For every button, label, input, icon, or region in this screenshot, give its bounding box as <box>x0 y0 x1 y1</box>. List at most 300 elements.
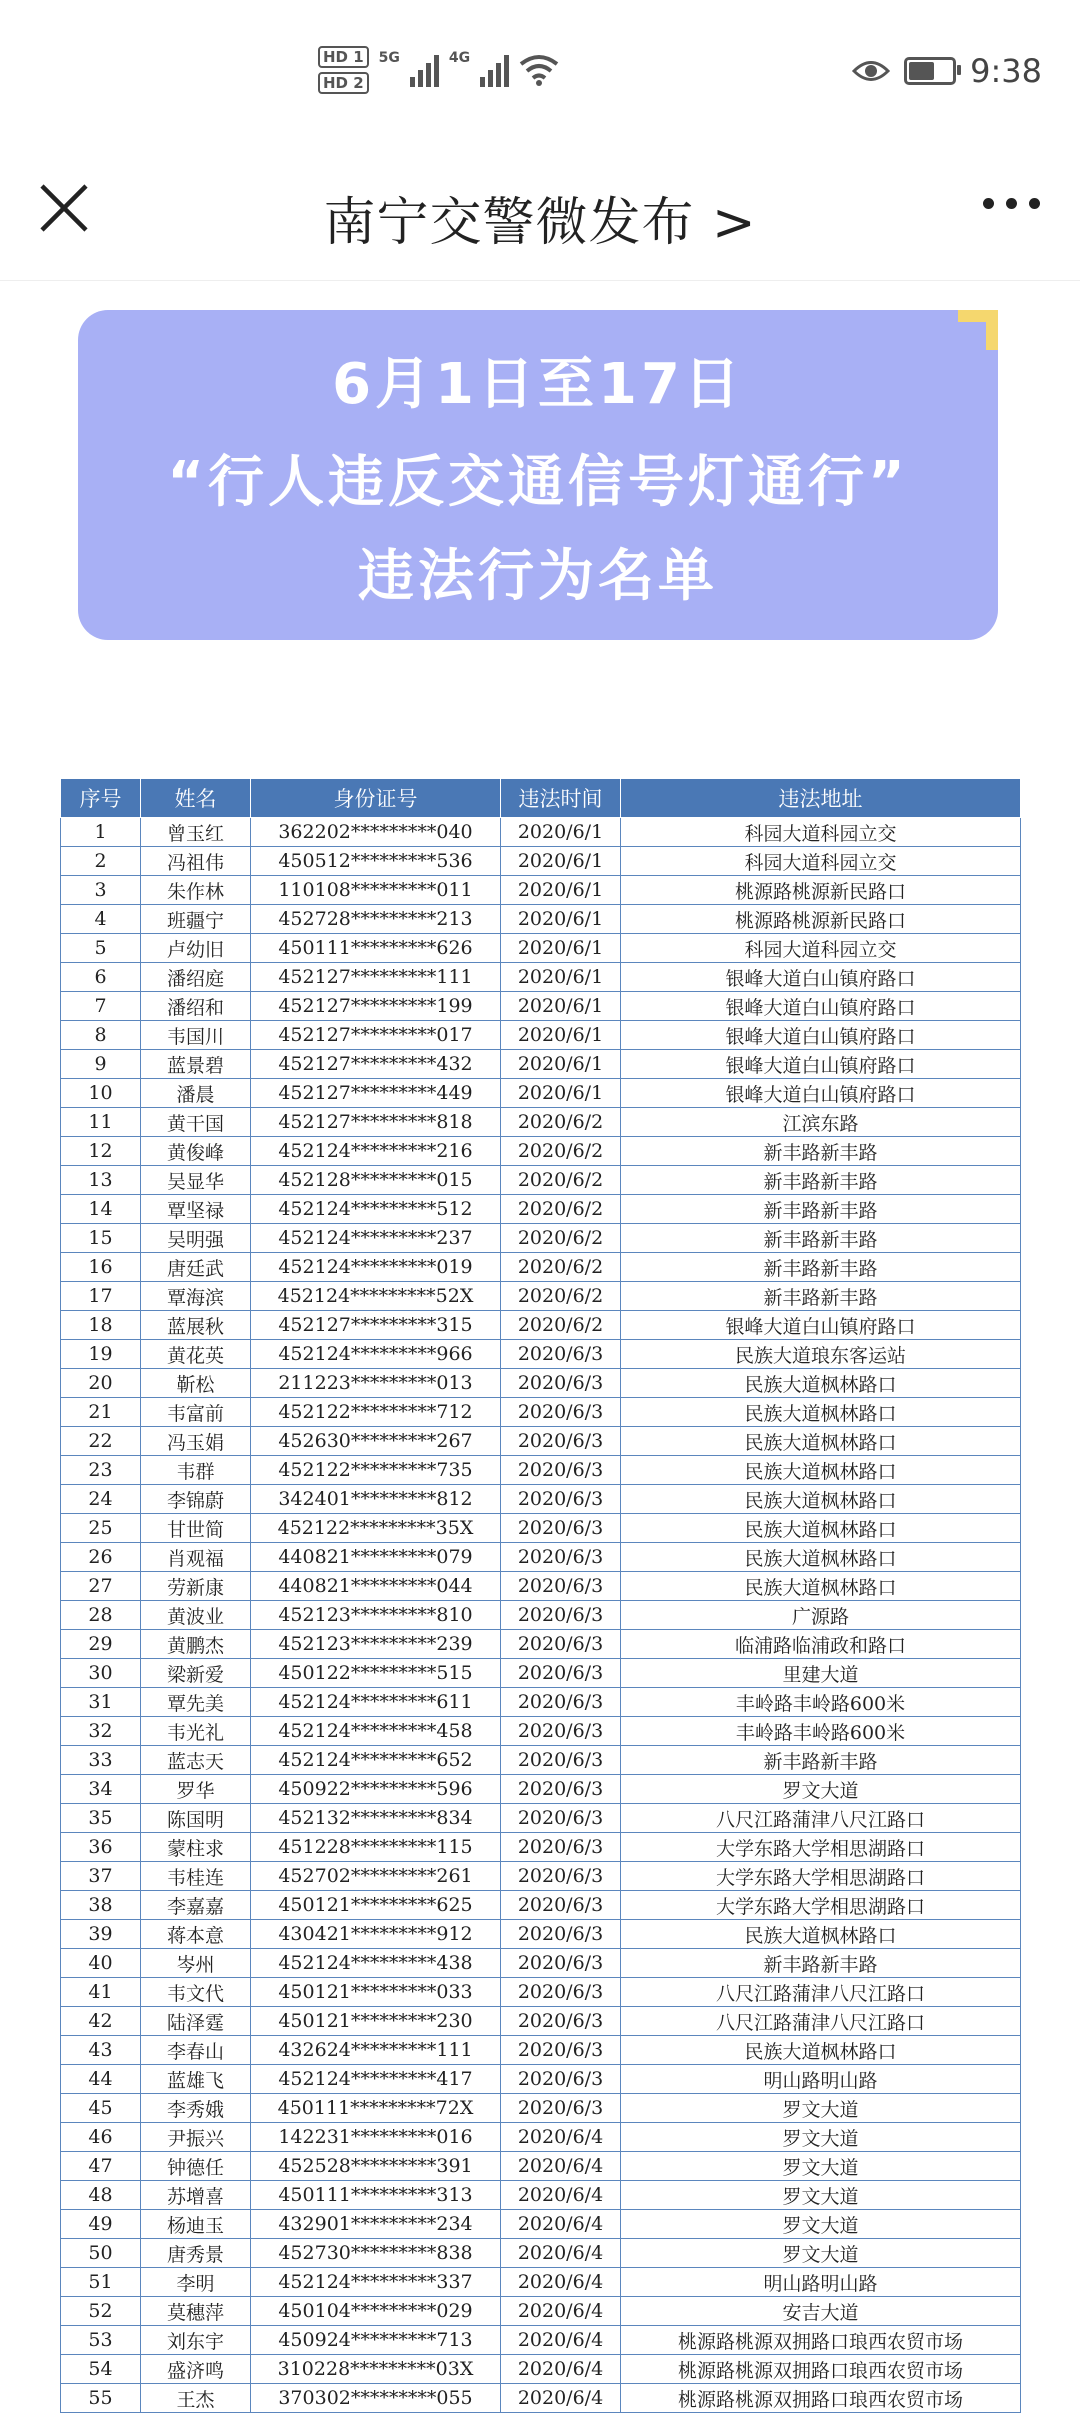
cell-id-number: 440821*********044 <box>251 1572 501 1601</box>
cell-index: 17 <box>61 1282 141 1311</box>
cell-violation-time: 2020/6/1 <box>501 992 621 1021</box>
table-row <box>61 2210 1021 2239</box>
cell-index: 52 <box>61 2297 141 2326</box>
cell-name: 莫穗萍 <box>141 2297 251 2326</box>
cell-violation-address: 新丰路新丰路 <box>621 1195 1021 1224</box>
cell-violation-address: 银峰大道白山镇府路口 <box>621 963 1021 992</box>
cell-violation-time: 2020/6/1 <box>501 1050 621 1079</box>
cell-id-number: 452127*********315 <box>251 1311 501 1340</box>
header-violation-time: 违法时间 <box>501 779 621 818</box>
cell-name: 刘东宇 <box>141 2326 251 2355</box>
cell-violation-address: 大学东路大学相思湖路口 <box>621 1891 1021 1920</box>
cell-name: 卢幼旧 <box>141 934 251 963</box>
cell-violation-address: 罗文大道 <box>621 2152 1021 2181</box>
wifi-icon <box>519 54 559 86</box>
cell-name: 韦群 <box>141 1456 251 1485</box>
cell-id-number: 452124*********417 <box>251 2065 501 2094</box>
banner-line-2: “行人违反交通信号灯通行” <box>167 450 909 515</box>
table-row <box>61 1224 1021 1253</box>
cell-violation-time: 2020/6/2 <box>501 1282 621 1311</box>
cell-id-number: 452127*********017 <box>251 1021 501 1050</box>
cell-violation-time: 2020/6/4 <box>501 2326 621 2355</box>
cell-id-number: 452132*********834 <box>251 1804 501 1833</box>
cell-violation-address: 新丰路新丰路 <box>621 1224 1021 1253</box>
cell-violation-address: 民族大道枫林路口 <box>621 1369 1021 1398</box>
cell-id-number: 452127*********111 <box>251 963 501 992</box>
table-row <box>61 1079 1021 1108</box>
more-options-icon[interactable] <box>983 198 1040 209</box>
cell-name: 蓝景碧 <box>141 1050 251 1079</box>
cell-violation-address: 罗文大道 <box>621 2210 1021 2239</box>
cell-id-number: 452702*********261 <box>251 1862 501 1891</box>
cell-id-number: 450122*********515 <box>251 1659 501 1688</box>
cell-violation-address: 桃源路桃源新民路口 <box>621 905 1021 934</box>
table-row <box>61 1108 1021 1137</box>
cell-id-number: 450111*********626 <box>251 934 501 963</box>
cell-violation-address: 科园大道科园立交 <box>621 847 1021 876</box>
table-row <box>61 847 1021 876</box>
cell-name: 蒙柱求 <box>141 1833 251 1862</box>
cell-id-number: 211223*********013 <box>251 1369 501 1398</box>
table-row <box>61 1340 1021 1369</box>
cell-id-number: 450111*********313 <box>251 2181 501 2210</box>
header-violation-address: 违法地址 <box>621 779 1021 818</box>
cell-violation-time: 2020/6/3 <box>501 1978 621 2007</box>
cell-id-number: 450924*********713 <box>251 2326 501 2355</box>
cell-violation-time: 2020/6/3 <box>501 1920 621 1949</box>
table-row <box>61 2239 1021 2268</box>
cell-violation-time: 2020/6/4 <box>501 2210 621 2239</box>
table-row <box>61 2268 1021 2297</box>
nav-bar <box>0 150 1080 281</box>
table-header-row <box>61 779 1021 818</box>
cell-violation-address: 民族大道枫林路口 <box>621 1572 1021 1601</box>
cell-index: 9 <box>61 1050 141 1079</box>
table-row <box>61 1253 1021 1282</box>
cell-name: 杨迪玉 <box>141 2210 251 2239</box>
cell-name: 黄花英 <box>141 1340 251 1369</box>
cell-violation-address: 银峰大道白山镇府路口 <box>621 992 1021 1021</box>
cell-name: 吴明强 <box>141 1224 251 1253</box>
cell-id-number: 452124*********019 <box>251 1253 501 1282</box>
cell-index: 46 <box>61 2123 141 2152</box>
cell-name: 李嘉嘉 <box>141 1891 251 1920</box>
cell-violation-address: 丰岭路丰岭路600米 <box>621 1688 1021 1717</box>
cell-index: 33 <box>61 1746 141 1775</box>
cell-id-number: 430421*********912 <box>251 1920 501 1949</box>
cell-id-number: 142231*********016 <box>251 2123 501 2152</box>
cell-index: 8 <box>61 1021 141 1050</box>
cell-id-number: 452128*********015 <box>251 1166 501 1195</box>
cell-id-number: 452122*********712 <box>251 1398 501 1427</box>
cell-id-number: 452122*********35X <box>251 1514 501 1543</box>
cell-id-number: 452127*********449 <box>251 1079 501 1108</box>
cell-violation-address: 八尺江路蒲津八尺江路口 <box>621 1978 1021 2007</box>
cell-violation-address: 安吉大道 <box>621 2297 1021 2326</box>
cell-violation-time: 2020/6/3 <box>501 1804 621 1833</box>
table-row <box>61 1137 1021 1166</box>
cell-violation-time: 2020/6/3 <box>501 1543 621 1572</box>
cell-name: 曾玉红 <box>141 818 251 847</box>
cell-index: 20 <box>61 1369 141 1398</box>
cell-violation-address: 民族大道枫林路口 <box>621 1456 1021 1485</box>
cell-name: 覃坚禄 <box>141 1195 251 1224</box>
cell-index: 6 <box>61 963 141 992</box>
cell-index: 18 <box>61 1311 141 1340</box>
table-row <box>61 1978 1021 2007</box>
table-row <box>61 1311 1021 1340</box>
header-index: 序号 <box>61 779 141 818</box>
violation-table <box>60 778 1021 2413</box>
cell-index: 24 <box>61 1485 141 1514</box>
table-row <box>61 1862 1021 1891</box>
cell-id-number: 432624*********111 <box>251 2036 501 2065</box>
article-banner <box>78 310 998 640</box>
cell-id-number: 451228*********115 <box>251 1833 501 1862</box>
cell-index: 27 <box>61 1572 141 1601</box>
cell-name: 肖观福 <box>141 1543 251 1572</box>
cell-name: 梁新爱 <box>141 1659 251 1688</box>
cell-index: 19 <box>61 1340 141 1369</box>
table-row <box>61 1456 1021 1485</box>
banner-line-3: 违法行为名单 <box>358 544 718 609</box>
cell-index: 47 <box>61 2152 141 2181</box>
cell-violation-time: 2020/6/4 <box>501 2268 621 2297</box>
cell-index: 43 <box>61 2036 141 2065</box>
cell-index: 15 <box>61 1224 141 1253</box>
cell-id-number: 452124*********512 <box>251 1195 501 1224</box>
cell-violation-time: 2020/6/4 <box>501 2152 621 2181</box>
cell-name: 唐廷武 <box>141 1253 251 1282</box>
cell-violation-time: 2020/6/3 <box>501 1833 621 1862</box>
status-right <box>852 52 1042 90</box>
cell-index: 7 <box>61 992 141 1021</box>
banner-line-1: 6月1日至17日 <box>332 352 744 417</box>
table-row <box>61 1775 1021 1804</box>
cell-name: 潘晨 <box>141 1079 251 1108</box>
cell-violation-address: 明山路明山路 <box>621 2268 1021 2297</box>
cell-violation-time: 2020/6/3 <box>501 2036 621 2065</box>
cell-violation-time: 2020/6/3 <box>501 1659 621 1688</box>
cell-name: 韦光礼 <box>141 1717 251 1746</box>
table-row <box>61 1195 1021 1224</box>
cell-violation-address: 银峰大道白山镇府路口 <box>621 1021 1021 1050</box>
cell-id-number: 452124*********337 <box>251 2268 501 2297</box>
table-body <box>61 818 1021 2413</box>
status-bar <box>0 0 1080 150</box>
cell-violation-address: 民族大道枫林路口 <box>621 2036 1021 2065</box>
cell-name: 唐秀景 <box>141 2239 251 2268</box>
cell-violation-address: 丰岭路丰岭路600米 <box>621 1717 1021 1746</box>
cell-violation-time: 2020/6/3 <box>501 1862 621 1891</box>
signal1-icon <box>410 53 439 87</box>
cell-violation-time: 2020/6/3 <box>501 1398 621 1427</box>
cell-index: 34 <box>61 1775 141 1804</box>
cell-violation-time: 2020/6/3 <box>501 1601 621 1630</box>
table-row <box>61 1659 1021 1688</box>
cell-violation-address: 科园大道科园立交 <box>621 934 1021 963</box>
cell-index: 4 <box>61 905 141 934</box>
cell-index: 42 <box>61 2007 141 2036</box>
cell-violation-time: 2020/6/4 <box>501 2355 621 2384</box>
table-row <box>61 876 1021 905</box>
table-row <box>61 2384 1021 2413</box>
cell-name: 吴显华 <box>141 1166 251 1195</box>
cell-id-number: 452630*********267 <box>251 1427 501 1456</box>
cell-violation-address: 罗文大道 <box>621 2239 1021 2268</box>
table-row <box>61 1630 1021 1659</box>
cell-index: 40 <box>61 1949 141 1978</box>
cell-name: 钟德任 <box>141 2152 251 2181</box>
table-row <box>61 1949 1021 1978</box>
table-row <box>61 2326 1021 2355</box>
table-row <box>61 963 1021 992</box>
cell-name: 甘世简 <box>141 1514 251 1543</box>
cell-name: 朱作林 <box>141 876 251 905</box>
table-row <box>61 1021 1021 1050</box>
cell-violation-time: 2020/6/1 <box>501 1079 621 1108</box>
cell-name: 韦文代 <box>141 1978 251 2007</box>
cell-name: 潘绍和 <box>141 992 251 1021</box>
cell-name: 李明 <box>141 2268 251 2297</box>
cell-index: 11 <box>61 1108 141 1137</box>
cell-violation-address: 广源路 <box>621 1601 1021 1630</box>
cell-name: 冯玉娟 <box>141 1427 251 1456</box>
cell-violation-address: 民族大道枫林路口 <box>621 1543 1021 1572</box>
cell-name: 靳松 <box>141 1369 251 1398</box>
cell-id-number: 452124*********652 <box>251 1746 501 1775</box>
signal2-label: 4G <box>448 50 471 66</box>
cell-index: 45 <box>61 2094 141 2123</box>
account-title-link[interactable]: 南宁交警微发布 > <box>323 193 757 253</box>
cell-index: 32 <box>61 1717 141 1746</box>
cell-violation-address: 临浦路临浦政和路口 <box>621 1630 1021 1659</box>
cell-index: 13 <box>61 1166 141 1195</box>
cell-violation-time: 2020/6/1 <box>501 818 621 847</box>
cell-name: 罗华 <box>141 1775 251 1804</box>
cell-id-number: 452123*********810 <box>251 1601 501 1630</box>
cell-name: 黄干国 <box>141 1108 251 1137</box>
cell-violation-address: 民族大道枫林路口 <box>621 1427 1021 1456</box>
cell-violation-time: 2020/6/3 <box>501 1630 621 1659</box>
cell-index: 21 <box>61 1398 141 1427</box>
cell-violation-address: 罗文大道 <box>621 1775 1021 1804</box>
cell-violation-time: 2020/6/1 <box>501 963 621 992</box>
table-row <box>61 1514 1021 1543</box>
cell-id-number: 452728*********213 <box>251 905 501 934</box>
cell-index: 25 <box>61 1514 141 1543</box>
cell-name: 李秀娥 <box>141 2094 251 2123</box>
cell-violation-address: 新丰路新丰路 <box>621 1166 1021 1195</box>
table-row <box>61 1485 1021 1514</box>
cell-violation-time: 2020/6/4 <box>501 2239 621 2268</box>
table-row <box>61 1050 1021 1079</box>
cell-name: 班疆宁 <box>141 905 251 934</box>
cell-violation-address: 新丰路新丰路 <box>621 1949 1021 1978</box>
cell-violation-address: 新丰路新丰路 <box>621 1282 1021 1311</box>
table-row <box>61 992 1021 1021</box>
cell-violation-address: 明山路明山路 <box>621 2065 1021 2094</box>
table-row <box>61 1688 1021 1717</box>
hd-indicators <box>318 46 369 94</box>
cell-violation-time: 2020/6/2 <box>501 1195 621 1224</box>
cell-name: 覃海滨 <box>141 1282 251 1311</box>
cell-index: 54 <box>61 2355 141 2384</box>
cell-id-number: 452528*********391 <box>251 2152 501 2181</box>
cell-index: 2 <box>61 847 141 876</box>
status-left <box>318 46 559 94</box>
cell-violation-address: 民族大道琅东客运站 <box>621 1340 1021 1369</box>
cell-violation-address: 民族大道枫林路口 <box>621 1485 1021 1514</box>
cell-violation-address: 大学东路大学相思湖路口 <box>621 1833 1021 1862</box>
status-time: 9:38 <box>970 52 1042 90</box>
table-row <box>61 2065 1021 2094</box>
cell-violation-address: 八尺江路蒲津八尺江路口 <box>621 1804 1021 1833</box>
table-row <box>61 2123 1021 2152</box>
cell-name: 李锦蔚 <box>141 1485 251 1514</box>
cell-index: 23 <box>61 1456 141 1485</box>
cell-name: 盛济鸣 <box>141 2355 251 2384</box>
cell-id-number: 370302*********055 <box>251 2384 501 2413</box>
header-id-number: 身份证号 <box>251 779 501 818</box>
cell-index: 36 <box>61 1833 141 1862</box>
cell-name: 劳新康 <box>141 1572 251 1601</box>
cell-id-number: 450121*********625 <box>251 1891 501 1920</box>
cell-violation-address: 银峰大道白山镇府路口 <box>621 1050 1021 1079</box>
cell-id-number: 452124*********611 <box>251 1688 501 1717</box>
cell-violation-address: 罗文大道 <box>621 2181 1021 2210</box>
cell-id-number: 440821*********079 <box>251 1543 501 1572</box>
cell-violation-time: 2020/6/2 <box>501 1137 621 1166</box>
cell-name: 韦国川 <box>141 1021 251 1050</box>
cell-violation-time: 2020/6/3 <box>501 1514 621 1543</box>
cell-id-number: 450922*********596 <box>251 1775 501 1804</box>
cell-index: 10 <box>61 1079 141 1108</box>
cell-id-number: 452127*********818 <box>251 1108 501 1137</box>
signal1-label: 5G <box>378 50 400 66</box>
cell-violation-time: 2020/6/3 <box>501 1775 621 1804</box>
cell-violation-time: 2020/6/3 <box>501 1485 621 1514</box>
table-row <box>61 2355 1021 2384</box>
cell-id-number: 452124*********966 <box>251 1340 501 1369</box>
cell-name: 韦富前 <box>141 1398 251 1427</box>
table-row <box>61 2007 1021 2036</box>
cell-violation-time: 2020/6/3 <box>501 1369 621 1398</box>
cell-violation-time: 2020/6/3 <box>501 2094 621 2123</box>
cell-violation-address: 桃源路桃源双拥路口琅西农贸市场 <box>621 2384 1021 2413</box>
cell-violation-time: 2020/6/3 <box>501 2007 621 2036</box>
table-row <box>61 2181 1021 2210</box>
cell-violation-time: 2020/6/3 <box>501 1688 621 1717</box>
cell-name: 陈国明 <box>141 1804 251 1833</box>
cell-name: 陆泽霆 <box>141 2007 251 2036</box>
cell-id-number: 450104*********029 <box>251 2297 501 2326</box>
cell-violation-address: 桃源路桃源双拥路口琅西农贸市场 <box>621 2355 1021 2384</box>
cell-id-number: 362202*********040 <box>251 818 501 847</box>
cell-violation-time: 2020/6/4 <box>501 2297 621 2326</box>
cell-id-number: 452123*********239 <box>251 1630 501 1659</box>
cell-id-number: 450512*********536 <box>251 847 501 876</box>
cell-index: 26 <box>61 1543 141 1572</box>
table-row <box>61 1572 1021 1601</box>
cell-violation-address: 桃源路桃源新民路口 <box>621 876 1021 905</box>
cell-index: 31 <box>61 1688 141 1717</box>
cell-index: 16 <box>61 1253 141 1282</box>
cell-id-number: 452124*********438 <box>251 1949 501 1978</box>
cell-violation-address: 银峰大道白山镇府路口 <box>621 1311 1021 1340</box>
cell-id-number: 452122*********735 <box>251 1456 501 1485</box>
cell-name: 冯祖伟 <box>141 847 251 876</box>
cell-violation-address: 银峰大道白山镇府路口 <box>621 1079 1021 1108</box>
cell-violation-time: 2020/6/1 <box>501 934 621 963</box>
cell-id-number: 452124*********216 <box>251 1137 501 1166</box>
cell-violation-time: 2020/6/3 <box>501 1456 621 1485</box>
cell-violation-time: 2020/6/3 <box>501 1746 621 1775</box>
cell-violation-time: 2020/6/1 <box>501 876 621 905</box>
cell-name: 黄鹏杰 <box>141 1630 251 1659</box>
cell-violation-time: 2020/6/3 <box>501 1572 621 1601</box>
table-row <box>61 1427 1021 1456</box>
cell-violation-time: 2020/6/1 <box>501 905 621 934</box>
table-row <box>61 1804 1021 1833</box>
cell-violation-address: 科园大道科园立交 <box>621 818 1021 847</box>
table-row <box>61 2094 1021 2123</box>
cell-violation-address: 新丰路新丰路 <box>621 1253 1021 1282</box>
table-row <box>61 905 1021 934</box>
hd2-badge: HD 2 <box>318 72 369 94</box>
table-row <box>61 1601 1021 1630</box>
cell-index: 37 <box>61 1862 141 1891</box>
signal2-icon <box>480 53 509 87</box>
cell-violation-time: 2020/6/3 <box>501 1427 621 1456</box>
cell-violation-time: 2020/6/3 <box>501 1340 621 1369</box>
cell-violation-time: 2020/6/2 <box>501 1311 621 1340</box>
cell-index: 38 <box>61 1891 141 1920</box>
cell-violation-address: 新丰路新丰路 <box>621 1746 1021 1775</box>
cell-id-number: 450111*********72X <box>251 2094 501 2123</box>
cell-violation-time: 2020/6/2 <box>501 1108 621 1137</box>
cell-name: 李春山 <box>141 2036 251 2065</box>
table-row <box>61 1920 1021 1949</box>
cell-id-number: 450121*********230 <box>251 2007 501 2036</box>
cell-violation-address: 民族大道枫林路口 <box>621 1514 1021 1543</box>
cell-name: 黄波业 <box>141 1601 251 1630</box>
cell-index: 28 <box>61 1601 141 1630</box>
cell-index: 12 <box>61 1137 141 1166</box>
cell-name: 苏增喜 <box>141 2181 251 2210</box>
cell-violation-time: 2020/6/3 <box>501 1717 621 1746</box>
cell-violation-address: 里建大道 <box>621 1659 1021 1688</box>
cell-violation-address: 江滨东路 <box>621 1108 1021 1137</box>
table-row <box>61 1369 1021 1398</box>
cell-name: 岑州 <box>141 1949 251 1978</box>
cell-index: 1 <box>61 818 141 847</box>
table-row <box>61 2297 1021 2326</box>
cell-index: 55 <box>61 2384 141 2413</box>
cell-violation-address: 新丰路新丰路 <box>621 1137 1021 1166</box>
table-row <box>61 1833 1021 1862</box>
battery-icon <box>904 57 956 85</box>
table-row <box>61 2036 1021 2065</box>
cell-index: 5 <box>61 934 141 963</box>
cell-index: 48 <box>61 2181 141 2210</box>
cell-id-number: 110108*********011 <box>251 876 501 905</box>
table-row <box>61 1282 1021 1311</box>
cell-id-number: 452124*********52X <box>251 1282 501 1311</box>
cell-index: 51 <box>61 2268 141 2297</box>
table-row <box>61 1543 1021 1572</box>
cell-id-number: 310228*********03X <box>251 2355 501 2384</box>
